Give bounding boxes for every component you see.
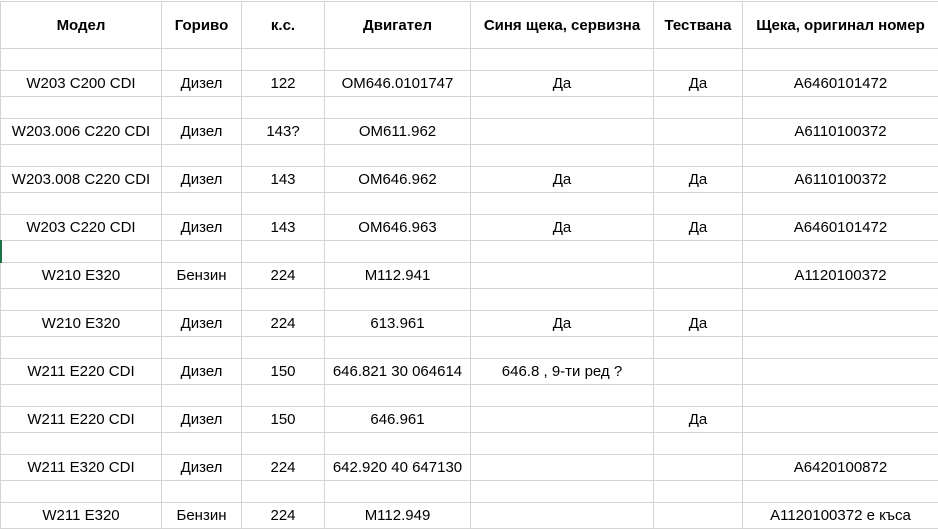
empty-cell[interactable] <box>1 385 162 407</box>
table-cell[interactable] <box>471 119 654 145</box>
empty-row <box>1 385 938 407</box>
table-cell[interactable]: A6460101472 <box>743 71 938 97</box>
empty-row <box>1 481 938 503</box>
empty-cell[interactable] <box>654 385 743 407</box>
empty-cell[interactable] <box>162 193 242 215</box>
empty-cell[interactable] <box>654 145 743 167</box>
table-cell[interactable]: 646.8 , 9-ти ред ? <box>471 359 654 385</box>
empty-cell[interactable] <box>242 337 325 359</box>
empty-cell[interactable] <box>162 241 242 263</box>
table-cell[interactable]: Да <box>654 167 743 193</box>
table-cell[interactable]: W211 E320 CDI <box>1 455 162 481</box>
table-cell[interactable]: W203 C200 CDI <box>1 71 162 97</box>
table-cell[interactable]: W203.006 C220 CDI <box>1 119 162 145</box>
table-cell[interactable] <box>654 455 743 481</box>
table-cell[interactable]: W211 E220 CDI <box>1 359 162 385</box>
table-cell[interactable] <box>654 359 743 385</box>
table-cell[interactable]: Да <box>471 71 654 97</box>
empty-cell[interactable] <box>471 145 654 167</box>
empty-cell[interactable] <box>325 241 471 263</box>
table-cell[interactable] <box>743 311 938 337</box>
empty-cell[interactable] <box>471 97 654 119</box>
table-cell[interactable]: Дизел <box>162 311 242 337</box>
empty-cell[interactable] <box>743 97 938 119</box>
empty-cell[interactable] <box>471 241 654 263</box>
table-cell[interactable]: Дизел <box>162 407 242 433</box>
empty-cell[interactable] <box>325 481 471 503</box>
table-row <box>1 407 938 433</box>
table-cell[interactable]: W210 E320 <box>1 263 162 289</box>
table-cell[interactable]: W211 E220 CDI <box>1 407 162 433</box>
empty-cell[interactable] <box>325 145 471 167</box>
table-cell[interactable] <box>471 263 654 289</box>
table-row <box>1 455 938 481</box>
table-cell[interactable]: W203 C220 CDI <box>1 215 162 241</box>
table-cell[interactable] <box>471 455 654 481</box>
table-cell[interactable] <box>654 119 743 145</box>
empty-cell[interactable] <box>1 337 162 359</box>
spreadsheet-table <box>0 1 938 529</box>
header-cell[interactable]: Гориво <box>162 2 242 49</box>
empty-cell[interactable] <box>162 481 242 503</box>
table-cell[interactable]: M112.949 <box>325 503 471 529</box>
table-cell[interactable]: A6110100372 <box>743 119 938 145</box>
empty-cell[interactable] <box>471 289 654 311</box>
empty-cell[interactable] <box>654 193 743 215</box>
empty-cell[interactable] <box>654 49 743 71</box>
table-row <box>1 359 938 385</box>
empty-row <box>1 145 938 167</box>
table-cell[interactable]: Дизел <box>162 455 242 481</box>
empty-cell[interactable] <box>242 481 325 503</box>
table-cell[interactable]: 646.821 30 064614 <box>325 359 471 385</box>
empty-cell[interactable] <box>471 481 654 503</box>
empty-cell[interactable] <box>743 145 938 167</box>
empty-cell[interactable] <box>654 241 743 263</box>
empty-cell[interactable] <box>1 97 162 119</box>
table-cell[interactable]: 143 <box>242 167 325 193</box>
empty-cell[interactable] <box>471 433 654 455</box>
table-cell[interactable]: 150 <box>242 359 325 385</box>
table-cell[interactable]: 224 <box>242 503 325 529</box>
empty-cell[interactable] <box>743 481 938 503</box>
empty-cell[interactable] <box>325 433 471 455</box>
empty-cell[interactable] <box>743 49 938 71</box>
empty-cell[interactable] <box>162 97 242 119</box>
empty-row <box>1 193 938 215</box>
empty-row <box>1 97 938 119</box>
table-cell[interactable]: 642.920 40 647130 <box>325 455 471 481</box>
table-row <box>1 119 938 145</box>
table-cell[interactable]: Дизел <box>162 167 242 193</box>
header-cell[interactable]: Синя щека, сервизна <box>471 2 654 49</box>
table-cell[interactable]: Бензин <box>162 503 242 529</box>
table-cell[interactable]: OM646.962 <box>325 167 471 193</box>
empty-cell[interactable] <box>325 289 471 311</box>
table-cell[interactable]: Дизел <box>162 119 242 145</box>
empty-cell[interactable] <box>325 193 471 215</box>
empty-cell[interactable] <box>654 289 743 311</box>
empty-row <box>1 241 938 263</box>
empty-cell[interactable] <box>242 193 325 215</box>
empty-cell[interactable] <box>654 337 743 359</box>
table-cell[interactable] <box>743 359 938 385</box>
table-cell[interactable]: Да <box>654 215 743 241</box>
header-cell[interactable]: к.с. <box>242 2 325 49</box>
table-row <box>1 71 938 97</box>
table-cell[interactable]: A1120100372 е къса <box>743 503 938 529</box>
header-row <box>1 2 938 49</box>
table-cell[interactable]: OM646.963 <box>325 215 471 241</box>
empty-row <box>1 49 938 71</box>
empty-cell[interactable] <box>325 337 471 359</box>
empty-cell[interactable] <box>1 289 162 311</box>
empty-cell[interactable] <box>1 49 162 71</box>
empty-cell[interactable] <box>162 433 242 455</box>
empty-cell[interactable] <box>743 385 938 407</box>
empty-cell[interactable] <box>162 385 242 407</box>
table-cell[interactable]: 224 <box>242 311 325 337</box>
table-cell[interactable]: W210 E320 <box>1 311 162 337</box>
empty-cell[interactable] <box>325 49 471 71</box>
empty-cell[interactable] <box>743 241 938 263</box>
table-row <box>1 167 938 193</box>
table-cell[interactable]: 224 <box>242 455 325 481</box>
table-cell[interactable]: 646.961 <box>325 407 471 433</box>
table-row <box>1 263 938 289</box>
empty-cell[interactable] <box>325 97 471 119</box>
table-cell[interactable]: Да <box>654 407 743 433</box>
table-cell[interactable] <box>743 407 938 433</box>
empty-cell[interactable] <box>325 385 471 407</box>
table-row <box>1 311 938 337</box>
table-cell[interactable]: Дизел <box>162 71 242 97</box>
empty-row <box>1 337 938 359</box>
empty-cell[interactable] <box>242 385 325 407</box>
table-cell[interactable]: 150 <box>242 407 325 433</box>
empty-cell[interactable] <box>242 49 325 71</box>
header-cell[interactable]: Тествана <box>654 2 743 49</box>
active-cell-indicator <box>0 240 2 263</box>
table-cell[interactable] <box>654 263 743 289</box>
table-cell[interactable]: A6460101472 <box>743 215 938 241</box>
empty-cell[interactable] <box>743 289 938 311</box>
table-cell[interactable]: Бензин <box>162 263 242 289</box>
empty-cell[interactable] <box>654 97 743 119</box>
empty-cell[interactable] <box>162 337 242 359</box>
empty-cell[interactable] <box>1 241 162 263</box>
header-cell[interactable]: Двигател <box>325 2 471 49</box>
table-cell[interactable]: 143? <box>242 119 325 145</box>
empty-cell[interactable] <box>1 145 162 167</box>
empty-cell[interactable] <box>471 337 654 359</box>
empty-cell[interactable] <box>1 433 162 455</box>
table-cell[interactable]: Дизел <box>162 359 242 385</box>
empty-cell[interactable] <box>162 49 242 71</box>
empty-cell[interactable] <box>471 49 654 71</box>
table-cell[interactable]: Дизел <box>162 215 242 241</box>
empty-cell[interactable] <box>242 289 325 311</box>
table-cell[interactable]: OM611.962 <box>325 119 471 145</box>
table-cell[interactable] <box>471 407 654 433</box>
empty-cell[interactable] <box>242 241 325 263</box>
header-cell[interactable]: Щека, оригинал номер <box>743 2 938 49</box>
table-cell[interactable]: W211 E320 <box>1 503 162 529</box>
table-cell[interactable]: M112.941 <box>325 263 471 289</box>
empty-cell[interactable] <box>743 337 938 359</box>
table-cell[interactable]: A1120100372 <box>743 263 938 289</box>
empty-row <box>1 433 938 455</box>
empty-cell[interactable] <box>654 481 743 503</box>
table-cell[interactable]: W203.008 C220 CDI <box>1 167 162 193</box>
empty-cell[interactable] <box>471 193 654 215</box>
table-cell[interactable]: 224 <box>242 263 325 289</box>
empty-cell[interactable] <box>654 433 743 455</box>
table-cell[interactable]: A6420100872 <box>743 455 938 481</box>
table-cell[interactable]: Да <box>471 215 654 241</box>
empty-cell[interactable] <box>242 97 325 119</box>
empty-cell[interactable] <box>471 385 654 407</box>
empty-cell[interactable] <box>743 433 938 455</box>
empty-cell[interactable] <box>242 433 325 455</box>
table-cell[interactable]: OM646.0101747 <box>325 71 471 97</box>
table-cell[interactable]: Да <box>471 311 654 337</box>
table-cell[interactable]: A6110100372 <box>743 167 938 193</box>
empty-cell[interactable] <box>162 289 242 311</box>
empty-cell[interactable] <box>242 145 325 167</box>
empty-cell[interactable] <box>1 193 162 215</box>
table-cell[interactable]: 613.961 <box>325 311 471 337</box>
table-cell[interactable]: Да <box>471 167 654 193</box>
table-cell[interactable]: Да <box>654 71 743 97</box>
header-cell[interactable]: Модел <box>1 2 162 49</box>
empty-cell[interactable] <box>162 145 242 167</box>
empty-cell[interactable] <box>1 481 162 503</box>
table-row <box>1 215 938 241</box>
table-cell[interactable]: 122 <box>242 71 325 97</box>
empty-cell[interactable] <box>743 193 938 215</box>
table-cell[interactable]: 143 <box>242 215 325 241</box>
table-cell[interactable]: Да <box>654 311 743 337</box>
empty-row <box>1 289 938 311</box>
